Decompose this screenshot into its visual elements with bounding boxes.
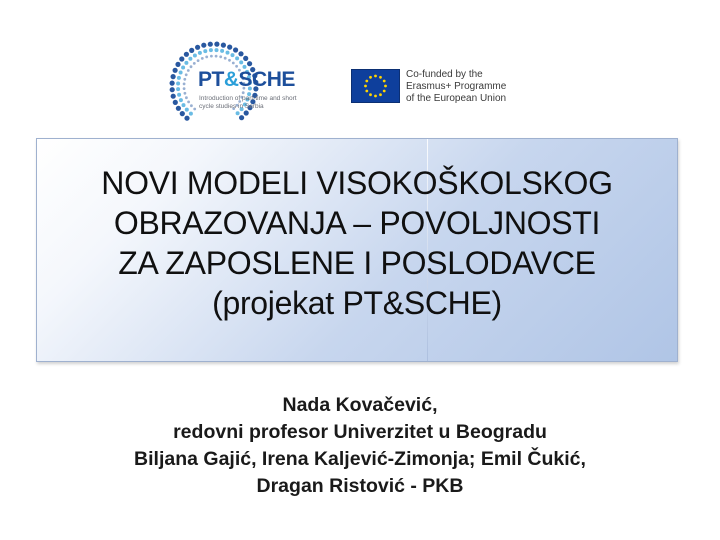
logo-dot — [181, 66, 185, 70]
logo-dot — [177, 93, 181, 97]
logo-dot — [235, 56, 239, 60]
logo-dot — [215, 55, 218, 58]
logo-dot — [193, 62, 196, 65]
logo-dot — [227, 45, 232, 50]
logo-dot — [185, 108, 189, 112]
logo-dot — [203, 49, 207, 53]
eu-cofunded-text — [406, 69, 526, 105]
logo-dot — [236, 111, 240, 115]
eu-star-icon — [374, 75, 377, 78]
logo-dot — [185, 73, 188, 76]
title-line: OBRAZOVANJA – POVOLJNOSTI — [113, 205, 601, 241]
slide-title — [37, 163, 677, 323]
author-line: Nada Kovačević, — [282, 394, 438, 416]
title-line: ZA ZAPOSLENE I POSLODAVCE — [118, 245, 596, 281]
logo-dot — [208, 42, 213, 47]
logo-dot — [205, 56, 208, 59]
logo-dot — [195, 45, 200, 50]
logo-dot — [179, 56, 184, 61]
logo-dot — [243, 56, 248, 61]
logo-dot — [170, 81, 175, 86]
logo-dot — [219, 55, 222, 58]
title-line: (projekat PT&SCHE) — [212, 285, 502, 321]
logo-dot — [183, 83, 186, 86]
logo-dot — [190, 104, 193, 107]
logo-dot — [183, 78, 186, 81]
author-line: redovni profesor Univerzitet u Beogradu — [173, 421, 547, 443]
logo-dot — [231, 53, 235, 57]
logo-dot — [189, 112, 193, 116]
title-line: NOVI MODELI VISOKOŠKOLSKOG — [101, 165, 613, 201]
logo-dot — [244, 110, 249, 115]
logo-dot — [239, 60, 243, 64]
eu-flag-icon — [351, 69, 400, 103]
logo-dot — [180, 111, 185, 116]
logo-dot — [185, 96, 188, 99]
logo-dot — [173, 100, 178, 105]
eu-star-icon — [379, 76, 382, 79]
logo-dot — [179, 71, 183, 75]
author-line: Biljana Gajić, Irena Kaljević-Zimonja; Emil Čukić, — [134, 448, 586, 470]
logo-dot — [221, 43, 226, 48]
logo-dot — [201, 43, 206, 48]
logo-dot — [193, 108, 196, 111]
ptsche-logo — [166, 38, 326, 133]
logo-dot — [239, 115, 244, 120]
logo-dot — [228, 59, 231, 62]
eu-line: Erasmus+ Programme — [406, 81, 507, 92]
logo-dot — [184, 116, 189, 121]
eu-star-icon — [364, 85, 367, 88]
logo-dot — [215, 48, 219, 52]
logo-dot — [175, 62, 180, 67]
logo-dot — [201, 57, 204, 60]
eu-star-icon — [369, 93, 372, 96]
logo-dot — [193, 54, 197, 58]
title-box — [36, 138, 678, 362]
logo-dot — [188, 57, 192, 61]
eu-star-icon — [374, 95, 377, 98]
logo-dot — [176, 106, 181, 111]
logo-dot — [176, 87, 180, 91]
logo-dot — [173, 68, 178, 73]
logo-dot — [184, 61, 188, 65]
logo-dot — [189, 48, 194, 53]
logo-dot — [187, 69, 190, 72]
logo-dot — [233, 47, 238, 52]
logo-dot — [238, 51, 243, 56]
logo-dot — [197, 59, 200, 62]
eu-star-icon — [384, 85, 387, 88]
logo-tagline: Introduction of part-time and short cycle studies in Serbia — [199, 95, 297, 110]
logo-dot — [210, 55, 213, 58]
logo-dot — [190, 65, 193, 68]
eu-star-icon — [365, 90, 368, 93]
logo-dot — [247, 61, 252, 66]
logo-dot — [184, 92, 187, 95]
author-line: Dragan Ristović - PKB — [256, 475, 464, 497]
logo-dot — [177, 76, 181, 80]
logo-dot — [171, 74, 176, 79]
logo-dot — [176, 82, 180, 86]
logo-dot — [226, 51, 230, 55]
logo-dot — [184, 52, 189, 57]
eu-line: of the European Union — [406, 93, 507, 104]
logo-dot — [170, 87, 175, 92]
logo-dot — [232, 62, 235, 65]
logo-dot — [220, 49, 224, 53]
logo-dot — [214, 42, 219, 47]
logo-dot — [224, 57, 227, 60]
logo-dot — [187, 101, 190, 104]
eu-star-icon — [383, 90, 386, 93]
eu-star-icon — [383, 80, 386, 83]
logo-dot — [198, 51, 202, 55]
eu-star-icon — [365, 80, 368, 83]
logo-dot — [209, 48, 213, 52]
logo-dot — [171, 94, 176, 99]
eu-star-icon — [369, 76, 372, 79]
logo-name: PT&SCHE — [198, 68, 295, 91]
logo-dot — [183, 87, 186, 90]
logo-dot — [179, 98, 183, 102]
logo-dot — [182, 103, 186, 107]
eu-star-icon — [379, 93, 382, 96]
authors-block — [0, 392, 720, 500]
eu-line: Co-funded by the — [406, 69, 483, 80]
